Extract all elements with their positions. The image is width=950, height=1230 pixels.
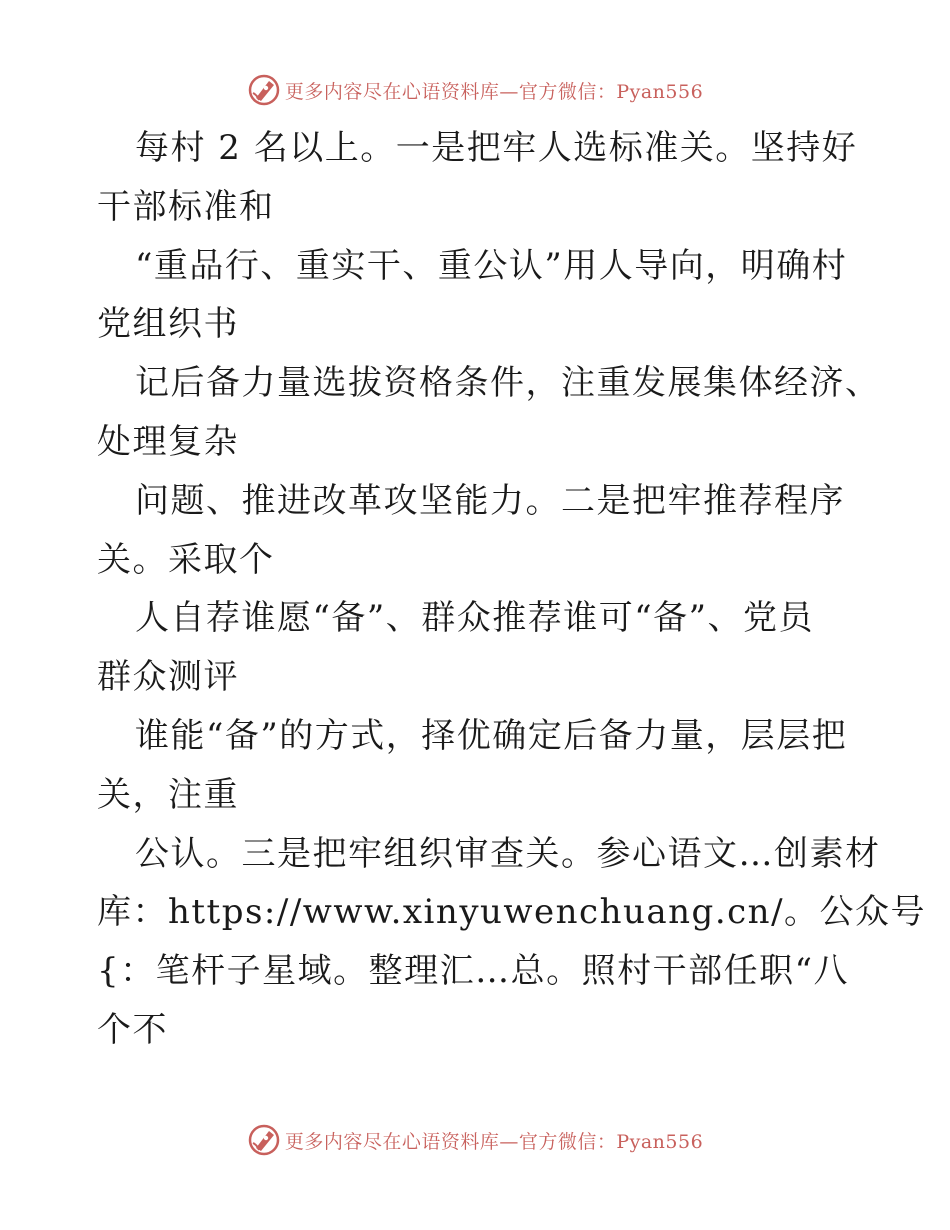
pen-nib-circle-icon — [247, 1123, 281, 1157]
text-line: 群众测评 — [97, 657, 239, 698]
footer-banner-text: 更多内容尽在心语资料库—官方微信：Pyan556 — [284, 1130, 704, 1153]
text-line: 问题、推进改革攻坚能力。二是把牢推荐程序 — [135, 480, 845, 521]
text-line: 处理复杂 — [97, 421, 239, 462]
pen-nib-circle-icon — [247, 73, 281, 107]
text-line: 干部标准和 — [97, 186, 275, 227]
text-line: 关，注重 — [97, 774, 239, 815]
text-line: 关。采取个 — [97, 539, 275, 580]
text-line: 每村 2 名以上。一是把牢人选标准关。坚持好 — [135, 128, 858, 168]
body-text — [97, 119, 927, 1060]
header-banner-text: 更多内容尽在心语资料库—官方微信：Pyan556 — [284, 80, 704, 103]
text-line: 个不 — [97, 1009, 168, 1050]
text-line: 记后备力量选拔资格条件，注重发展集体经济、 — [135, 363, 881, 404]
text-line: 公认。三是把牢组织审查关。参心语文…创素材 — [135, 833, 881, 874]
text-line: {：笔杆子星域。整理汇…总。照村干部任职“八 — [97, 951, 850, 992]
text-line: 库：https://www.xinyuwenchuang.cn/。公众号 — [97, 892, 927, 933]
text-line: 谁能“备”的方式，择优确定后备力量，层层把 — [135, 715, 848, 756]
text-line: 党组织书 — [97, 304, 239, 345]
text-line: 人自荐谁愿“备”、群众推荐谁可“备”、党员 — [135, 598, 815, 639]
header-banner — [0, 70, 950, 110]
text-line: “重品行、重实干、重公认”用人导向，明确村 — [135, 245, 848, 286]
footer-banner — [0, 1120, 950, 1160]
